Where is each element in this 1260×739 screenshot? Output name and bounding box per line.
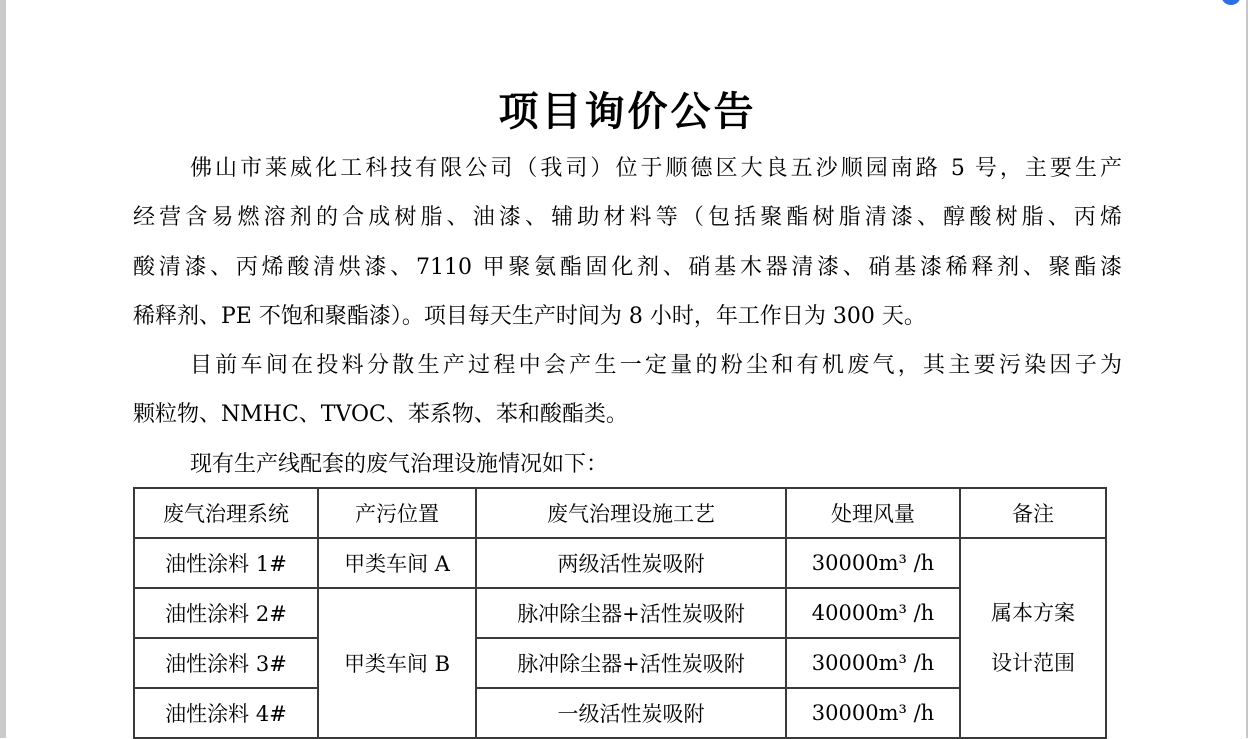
column-header-process: 废气治理设施工艺 (476, 488, 786, 538)
cell-system: 油性涂料 4# (134, 688, 318, 738)
cell-airflow: 40000m³ /h (786, 588, 960, 638)
remark-line: 设计范围 (991, 651, 1075, 675)
paragraph-line: 经营含易燃溶剂的合成树脂、油漆、辅助材料等（包括聚酯树脂清漆、醇酸树脂、丙烯 (133, 205, 1122, 231)
column-header-system: 废气治理系统 (134, 488, 318, 538)
remark-line: 属本方案 (991, 601, 1075, 625)
window-left-gutter (0, 0, 6, 738)
column-header-remark: 备注 (960, 488, 1106, 538)
paragraph-line: 颗粒物、NMHC、TVOC、苯系物、苯和酸酯类。 (133, 402, 628, 428)
scrollbar-track[interactable] (1248, 0, 1260, 738)
cell-remark (960, 538, 1106, 738)
table-row (134, 538, 1106, 588)
cell-location: 甲类车间 B (318, 588, 476, 738)
waste-gas-treatment-table (133, 487, 1107, 739)
column-header-airflow: 处理风量 (786, 488, 960, 538)
page-edge-divider (1246, 0, 1248, 738)
cell-process: 脉冲除尘器+活性炭吸附 (476, 638, 786, 688)
column-header-location: 产污位置 (318, 488, 476, 538)
paragraph-line: 佛山市莱威化工科技有限公司（我司）位于顺德区大良五沙顺园南路 5 号，主要生产 (190, 156, 1122, 181)
cell-process: 两级活性炭吸附 (476, 538, 786, 588)
document-body (133, 144, 1122, 489)
paragraph-line: 稀释剂、PE 不饱和聚酯漆）。项目每天生产时间为 8 小时，年工作日为 300 天。 (133, 303, 926, 329)
cell-airflow: 30000m³ /h (786, 538, 960, 588)
cell-system: 油性涂料 3# (134, 638, 318, 688)
avatar-dot-icon[interactable] (1221, 0, 1241, 5)
cell-system: 油性涂料 2# (134, 588, 318, 638)
cell-location: 甲类车间 A (318, 538, 476, 588)
paragraph-line: 酸清漆、丙烯酸清烘漆、7110 甲聚氨酯固化剂、硝基木器清漆、硝基漆稀释剂、聚酯漆 (133, 254, 1122, 280)
cell-airflow: 30000m³ /h (786, 638, 960, 688)
paragraph-line: 现有生产线配套的废气治理设施情况如下： (190, 451, 609, 477)
cell-process: 脉冲除尘器+活性炭吸附 (476, 588, 786, 638)
cell-system: 油性涂料 1# (134, 538, 318, 588)
cell-process: 一级活性炭吸附 (476, 688, 786, 738)
paragraph-line: 目前车间在投料分散生产过程中会产生一定量的粉尘和有机废气，其主要污染因子为 (190, 353, 1122, 379)
cell-airflow: 30000m³ /h (786, 688, 960, 738)
table-header-row (134, 488, 1106, 538)
page-title: 项目询价公告 (498, 88, 757, 135)
